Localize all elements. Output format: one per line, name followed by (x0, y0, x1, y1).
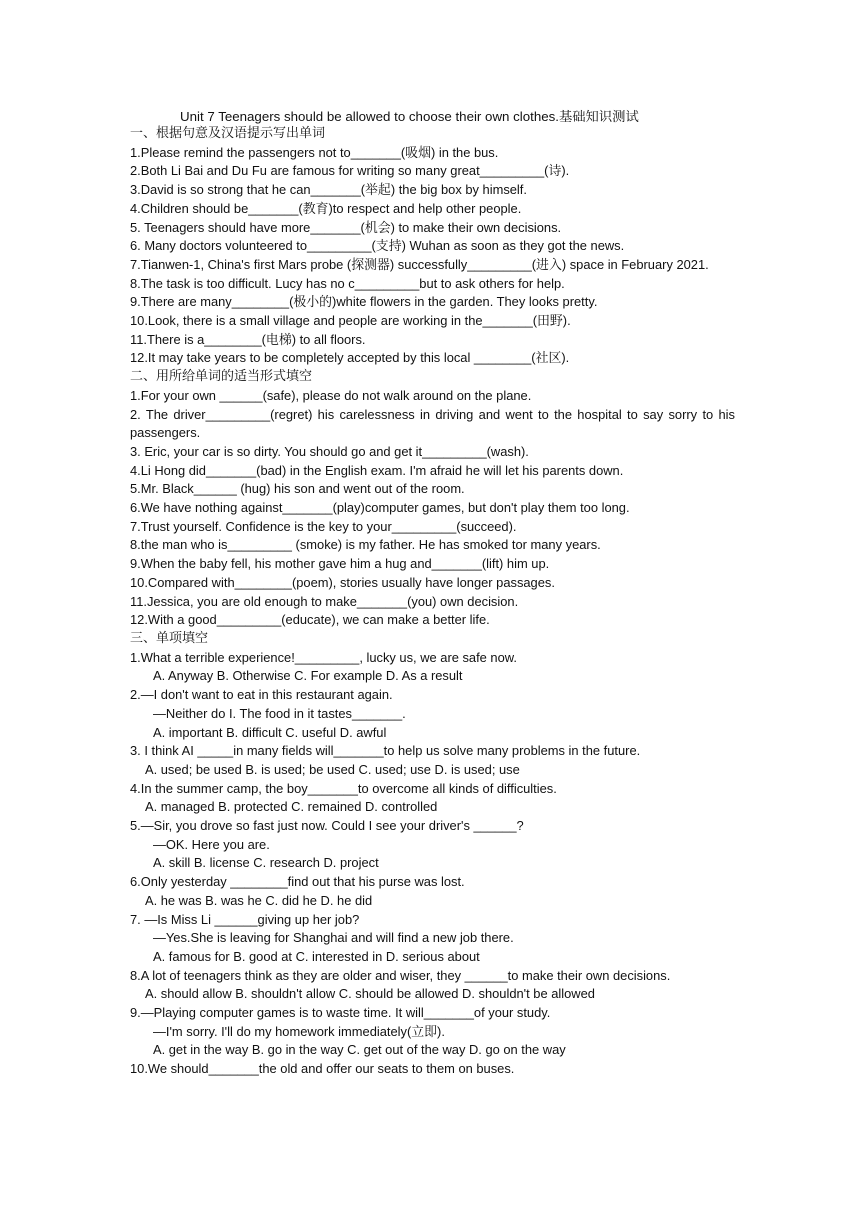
document-title: Unit 7 Teenagers should be allowed to choose their own clothes.基础知识测试 (180, 109, 639, 124)
question-line: 9.When the baby fell, his mother gave him a hug and_______(lift) him up. (130, 556, 550, 572)
question-line: 7.Tianwen-1, China's first Mars probe (探测器) successfully_________(进入) space in February 2021. (130, 256, 709, 272)
question-line: 2. The driver_________(regret) his carelessness in driving and went to the hospital to say sorry to his passengers. (130, 406, 735, 441)
dialogue-line: —Neither do I. The food in it tastes_______. (153, 705, 406, 721)
dialogue-line: —I'm sorry. I'll do my homework immediately(立即). (153, 1023, 445, 1039)
section-heading: 一、根据句意及汉语提示写出单词 (130, 126, 326, 141)
dialogue-line: A. famous for B. good at C. interested in D. serious about (153, 948, 480, 964)
question-line: 3. I think AI _____in many fields will_______to help us solve many problems in the future. (130, 743, 641, 759)
answer-options: A. he was B. was he C. did he D. he did (145, 892, 373, 908)
question-line: 1.For your own ______(safe), please do not walk around on the plane. (130, 387, 532, 403)
question-line: 1.What a terrible experience!_________, lucky us, we are safe now. (130, 649, 517, 665)
question-line: 11.There is a________(电梯) to all floors. (130, 331, 366, 347)
question-line: 7. —Is Miss Li ______giving up her job? (130, 911, 360, 927)
question-line: 7.Trust yourself. Confidence is the key to your_________(succeed). (130, 518, 517, 534)
question-line: 8.the man who is_________ (smoke) is my father. He has smoked tor many years. (130, 537, 601, 553)
question-line: 4.Li Hong did_______(bad) in the English exam. I'm afraid he will let his parents down. (130, 462, 624, 478)
dialogue-line: A. important B. difficult C. useful D. awful (153, 724, 387, 740)
answer-options: A. should allow B. shouldn't allow C. should be allowed D. shouldn't be allowed (145, 986, 595, 1002)
section-heading: 二、用所给单词的适当形式填空 (130, 369, 313, 385)
question-line: 6.Only yesterday ________find out that his purse was lost. (130, 874, 465, 890)
dialogue-line: —OK. Here you are. (153, 836, 270, 852)
dialogue-line: —Yes.She is leaving for Shanghai and will find a new job there. (153, 930, 514, 946)
question-line: 2.—I don't want to eat in this restaurant again. (130, 687, 393, 703)
exercise-content (130, 125, 735, 1079)
question-line: 5. Teenagers should have more_______(机会) to make their own decisions. (130, 219, 562, 235)
question-line: 9.—Playing computer games is to waste time. It will_______of your study. (130, 1005, 551, 1021)
question-line: 6. Many doctors volunteered to_________(支持) Wuhan as soon as they got the news. (130, 238, 625, 254)
question-line: 3. Eric, your car is so dirty. You should go and get it_________(wash). (130, 443, 529, 459)
question-line: 2.Both Li Bai and Du Fu are famous for writing so many great_________(诗). (130, 163, 570, 179)
dialogue-line: A. get in the way B. go in the way C. get out of the way D. go on the way (153, 1042, 566, 1058)
question-line: 4.In the summer camp, the boy_______to overcome all kinds of difficulties. (130, 780, 557, 796)
question-line: 10.Compared with________(poem), stories usually have longer passages. (130, 574, 555, 590)
dialogue-line: A. skill B. license C. research D. project (153, 855, 379, 871)
section-heading: 三、单项填空 (130, 630, 209, 646)
question-line: 4.Children should be_______(教育)to respect and help other people. (130, 200, 522, 216)
question-line: 1.Please remind the passengers not to_______(吸烟) in the bus. (130, 144, 499, 160)
question-line: 8.A lot of teenagers think as they are older and wiser, they ______to make their own decisions. (130, 967, 671, 983)
question-line: 5.Mr. Black______ (hug) his son and went out of the room. (130, 481, 465, 497)
answer-options: A. used; be used B. is used; be used C. used; use D. is used; use (145, 761, 520, 777)
question-line: 12.With a good_________(educate), we can make a better life. (130, 612, 490, 628)
answer-options: A. managed B. protected C. remained D. controlled (145, 799, 438, 815)
question-line: 11.Jessica, you are old enough to make_______(you) own decision. (130, 593, 519, 609)
answer-options: A. Anyway B. Otherwise C. For example D. As a result (153, 668, 463, 684)
question-line: 12.It may take years to be completely accepted by this local ________(社区). (130, 350, 570, 366)
question-line: 5.—Sir, you drove so fast just now. Could I see your driver's ______? (130, 818, 524, 834)
question-line: 8.The task is too difficult. Lucy has no c_________but to ask others for help. (130, 275, 565, 291)
question-line: 6.We have nothing against_______(play)computer games, but don't play them too long. (130, 500, 630, 516)
question-line: 9.There are many________(极小的)white flowers in the garden. They looks pretty. (130, 294, 598, 310)
question-line: 10.Look, there is a small village and people are working in the_______(田野). (130, 313, 571, 329)
question-line: 10.We should_______the old and offer our seats to them on buses. (130, 1061, 515, 1077)
question-line: 3.David is so strong that he can_______(举起) the big box by himself. (130, 182, 527, 198)
